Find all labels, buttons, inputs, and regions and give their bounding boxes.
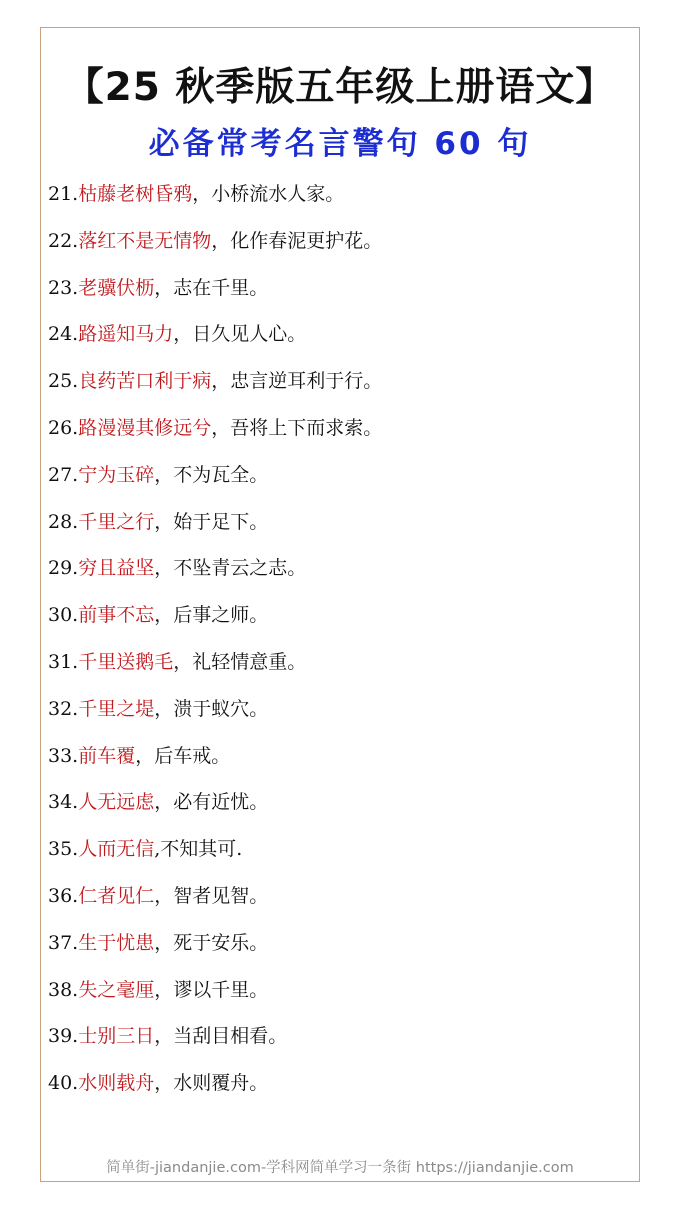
quote-item <box>48 740 628 787</box>
quote-number: 22. <box>48 229 79 252</box>
quote-number: 37. <box>48 931 79 954</box>
quote-number: 27. <box>48 463 79 486</box>
quote-item <box>48 1067 628 1114</box>
quote-item <box>48 880 628 927</box>
quote-highlight: 千里送鹅毛 <box>78 650 174 673</box>
quote-rest: ，水则覆舟。 <box>154 1072 269 1095</box>
quote-rest: ，始于足下。 <box>154 510 269 533</box>
quote-number: 31. <box>48 650 79 673</box>
footer-watermark: 简单街-jiandanjie.com-学科网简单学习一条街 https://jiandanjie.com <box>106 1160 574 1176</box>
quote-number: 35. <box>48 838 79 861</box>
quote-highlight: 失之毫厘 <box>78 978 155 1001</box>
quote-rest: ，日久见人心。 <box>173 323 307 346</box>
quote-number: 26. <box>48 416 79 439</box>
quote-rest: ，当刮目相看。 <box>154 1025 288 1048</box>
quote-item <box>48 272 628 319</box>
quote-highlight: 前事不忘 <box>78 604 155 627</box>
quote-highlight: 良药苦口利于病 <box>78 370 212 393</box>
quote-number: 34. <box>48 791 79 814</box>
quote-item <box>48 365 628 412</box>
quote-item <box>48 786 628 833</box>
quote-rest: ，志在千里。 <box>154 276 269 299</box>
quote-list <box>48 178 628 1114</box>
quote-item <box>48 318 628 365</box>
quote-highlight: 人无远虑 <box>78 791 155 814</box>
quote-item <box>48 506 628 553</box>
quote-rest: ,不知其可. <box>154 838 243 861</box>
page-subtitle: 必备常考名言警句 60 句 <box>148 126 532 162</box>
quote-rest: ，礼轻情意重。 <box>173 650 307 673</box>
quote-rest: ，溃于蚁穴。 <box>154 697 269 720</box>
quote-item <box>48 178 628 225</box>
quote-item <box>48 552 628 599</box>
quote-highlight: 落红不是无情物 <box>78 229 212 252</box>
quote-number: 33. <box>48 744 79 767</box>
quote-highlight: 前车覆 <box>78 744 136 767</box>
quote-rest: ，小桥流水人家。 <box>192 183 345 205</box>
quote-highlight: 穷且益坚 <box>78 557 155 580</box>
quote-item <box>48 927 628 974</box>
quote-number: 38. <box>48 978 79 1001</box>
quote-number: 36. <box>48 884 79 907</box>
quote-highlight: 人而无信 <box>78 838 155 861</box>
quote-highlight: 生于忧患 <box>78 931 155 954</box>
quote-number: 39. <box>48 1025 79 1048</box>
quote-item <box>48 1020 628 1067</box>
quote-item <box>48 225 628 272</box>
quote-number: 25. <box>48 370 79 393</box>
quote-highlight: 水则载舟 <box>78 1072 155 1095</box>
quote-item <box>48 412 628 459</box>
quote-number: 29. <box>48 557 79 580</box>
quote-rest: ，忠言逆耳利于行。 <box>211 370 383 393</box>
quote-highlight: 千里之行 <box>78 510 155 533</box>
quote-rest: ，不坠青云之志。 <box>154 557 307 580</box>
quote-highlight: 枯藤老树昏鸦 <box>78 183 193 205</box>
quote-number: 24. <box>48 323 79 346</box>
quote-item <box>48 833 628 880</box>
quote-highlight: 路遥知马力 <box>78 323 174 346</box>
quote-item <box>48 459 628 506</box>
quote-rest: ，谬以千里。 <box>154 978 269 1001</box>
quote-rest: ，不为瓦全。 <box>154 463 269 486</box>
quote-number: 30. <box>48 604 79 627</box>
quote-number: 32. <box>48 697 79 720</box>
quote-rest: ，后车戒。 <box>135 744 231 767</box>
quote-item <box>48 693 628 740</box>
quote-rest: ，死于安乐。 <box>154 931 269 954</box>
page-title: 【25 秋季版五年级上册语文】 <box>64 65 616 110</box>
quote-item <box>48 646 628 693</box>
quote-highlight: 士别三日 <box>78 1025 155 1048</box>
quote-number: 23. <box>48 276 79 299</box>
quote-rest: ，必有近忧。 <box>154 791 269 814</box>
quote-item <box>48 599 628 646</box>
quote-rest: ，化作春泥更护花。 <box>211 229 383 252</box>
quote-rest: ，后事之师。 <box>154 604 269 627</box>
quote-highlight: 老骥伏枥 <box>78 276 155 299</box>
quote-number: 28. <box>48 510 79 533</box>
quote-number: 21. <box>48 183 79 205</box>
quote-highlight: 仁者见仁 <box>78 884 155 907</box>
quote-number: 40. <box>48 1072 79 1095</box>
quote-highlight: 路漫漫其修远兮 <box>78 416 212 439</box>
quote-item <box>48 974 628 1021</box>
quote-rest: ，智者见智。 <box>154 884 269 907</box>
quote-highlight: 宁为玉碎 <box>78 463 155 486</box>
quote-rest: ，吾将上下而求索。 <box>211 416 383 439</box>
quote-highlight: 千里之堤 <box>78 697 155 720</box>
